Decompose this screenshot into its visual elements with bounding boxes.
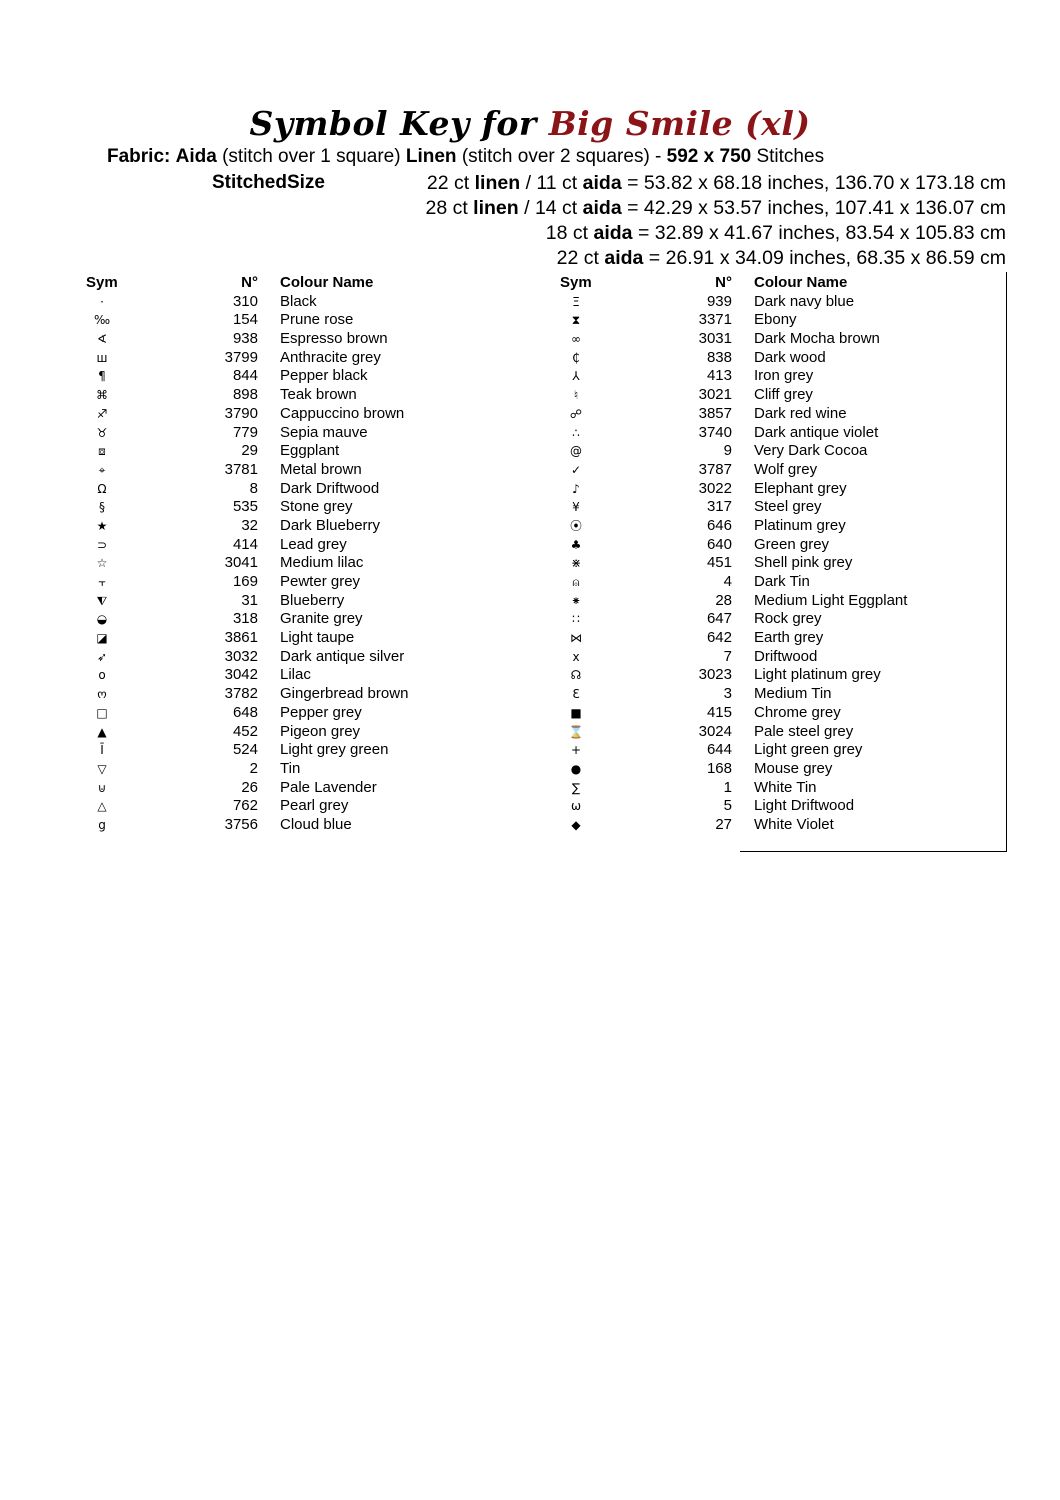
- title-prefix: Symbol Key for: [249, 104, 537, 143]
- symbol-glyph: ▲: [97, 724, 107, 739]
- thread-number: 3021: [698, 386, 732, 404]
- symbol-glyph: x: [572, 649, 580, 664]
- thread-number: 415: [706, 703, 732, 721]
- thread-number: 310: [232, 292, 258, 310]
- thread-number: 169: [232, 573, 258, 590]
- symbol-glyph: o: [98, 668, 106, 683]
- colour-name: Espresso brown: [280, 330, 388, 348]
- colour-name: Dark antique violet: [754, 423, 879, 441]
- colour-name: Pearl grey: [280, 797, 349, 815]
- thread-number: 154: [232, 311, 258, 329]
- size-pre: 28 ct: [425, 197, 468, 219]
- symbol-glyph: ♣: [570, 537, 582, 552]
- thread-number: 648: [232, 703, 258, 721]
- symbol-glyph: ⦿: [569, 518, 582, 533]
- size-pre: 22 ct: [426, 172, 470, 194]
- thread-number: 4: [723, 573, 732, 590]
- symbol-glyph: ●: [570, 761, 582, 776]
- symbol-glyph: ★: [96, 518, 108, 533]
- stitched-size-line: [425, 197, 1006, 220]
- colour-name: Driftwood: [754, 647, 818, 665]
- colour-name: Light taupe: [280, 629, 355, 647]
- colour-name: Light platinum grey: [754, 666, 881, 684]
- symbol-glyph: @: [570, 444, 582, 459]
- colour-name: Stone grey: [280, 498, 353, 516]
- colour-name: Pale Lavender: [280, 778, 377, 796]
- size-fabric-2: aida: [582, 172, 622, 194]
- header-num: N°: [715, 274, 732, 291]
- symbol-glyph: ♪: [572, 481, 580, 496]
- thread-number: 3756: [224, 815, 258, 833]
- thread-number: 3371: [698, 311, 732, 329]
- colour-name: Dark red wine: [754, 404, 847, 422]
- thread-number: 3782: [224, 685, 258, 703]
- symbol-glyph: ∴: [572, 425, 580, 440]
- symbol-glyph: ✓: [570, 462, 582, 477]
- thread-number: 640: [706, 535, 732, 553]
- symbol-glyph: ⋈: [570, 631, 582, 646]
- symbol-glyph: ➶: [96, 649, 108, 664]
- size-rest: = 53.82 x 68.18 inches, 136.70 x 173.18 cm: [627, 172, 1006, 194]
- thread-number: 3032: [224, 647, 258, 665]
- colour-name: Chrome grey: [754, 703, 841, 721]
- symbol-glyph: Ω: [97, 481, 107, 496]
- colour-name: Teak brown: [280, 386, 357, 404]
- symbol-glyph: ◒: [96, 612, 108, 627]
- colour-name: Cappuccino brown: [280, 404, 405, 422]
- symbol-glyph: ♉: [96, 425, 108, 440]
- thread-number: 28: [715, 591, 732, 609]
- symbol-glyph: ♐: [96, 406, 108, 421]
- table-frame-right: [1006, 272, 1007, 852]
- colour-name: Rock grey: [754, 610, 822, 628]
- symbol-glyph: ☍: [569, 406, 583, 421]
- colour-name: Medium Light Eggplant: [754, 591, 908, 609]
- colour-name: Tin: [280, 759, 301, 777]
- colour-name: Cloud blue: [280, 815, 352, 833]
- symbol-glyph: ∢: [96, 332, 108, 347]
- symbol-glyph: ₵: [572, 350, 580, 365]
- symbol-glyph: ⍝: [572, 575, 580, 589]
- symbol-glyph: Ξ: [572, 294, 580, 309]
- thread-number: 3031: [698, 330, 732, 348]
- thread-number: 3024: [698, 722, 732, 740]
- symbol-glyph: ⅄: [572, 369, 580, 384]
- thread-number: 3042: [224, 666, 258, 684]
- colour-name: Sepia mauve: [280, 423, 368, 441]
- thread-number: 7: [723, 647, 732, 665]
- colour-name: Dark Tin: [754, 573, 810, 590]
- size-fabric-2: aida: [582, 197, 622, 219]
- symbol-glyph: ⧗: [571, 313, 581, 328]
- colour-name: Lilac: [280, 666, 311, 684]
- thread-number: 3041: [224, 554, 258, 572]
- symbol-glyph: ¶: [98, 369, 106, 384]
- colour-name: Prune rose: [280, 311, 354, 329]
- header-name: Colour Name: [280, 274, 374, 291]
- thread-number: 2: [249, 759, 258, 777]
- fabric-linen-note: (stitch over 2 squares) -: [461, 146, 662, 167]
- colour-name: Light grey green: [280, 741, 389, 759]
- thread-number: 5: [723, 797, 732, 815]
- colour-name: Dark Blueberry: [280, 516, 381, 534]
- thread-number: 844: [232, 367, 258, 385]
- thread-number: 32: [241, 516, 258, 534]
- colour-name: Black: [280, 292, 317, 310]
- thread-number: 1: [723, 778, 732, 796]
- symbol-glyph: ⋇: [570, 556, 582, 571]
- header-num: N°: [241, 274, 258, 291]
- colour-name: Dark Mocha brown: [754, 330, 880, 348]
- thread-number: 3799: [224, 348, 258, 366]
- title-pattern-name: Big Smile (xl): [548, 104, 811, 143]
- thread-number: 838: [706, 348, 732, 366]
- symbol-glyph: ♮: [573, 388, 579, 403]
- stitched-size-line: [557, 247, 1006, 270]
- thread-number: 524: [232, 741, 258, 759]
- header-sym: Sym: [86, 274, 118, 291]
- symbol-glyph: ⁕: [570, 593, 582, 608]
- symbol-glyph: ¥: [572, 500, 580, 515]
- colour-name: Light green grey: [754, 741, 863, 759]
- thread-number: 3861: [224, 629, 258, 647]
- symbol-glyph: ⊃: [96, 537, 108, 552]
- thread-number: 779: [232, 423, 258, 441]
- thread-number: 898: [232, 386, 258, 404]
- colour-name: Pale steel grey: [754, 722, 854, 740]
- symbol-glyph: ш: [96, 350, 108, 365]
- symbol-glyph: ▽: [97, 761, 107, 776]
- colour-name: Pepper grey: [280, 703, 362, 721]
- colour-name: Metal brown: [280, 460, 362, 478]
- thread-number: 3790: [224, 404, 258, 422]
- colour-name: Very Dark Cocoa: [754, 442, 868, 460]
- thread-number: 317: [706, 498, 732, 516]
- colour-name: Pewter grey: [280, 573, 361, 590]
- colour-name: Lead grey: [280, 535, 347, 553]
- colour-name: Iron grey: [754, 367, 814, 385]
- symbol-glyph: Ī: [100, 743, 104, 758]
- colour-name: Dark navy blue: [754, 292, 855, 310]
- symbol-glyph: ■: [570, 705, 582, 720]
- thread-number: 646: [706, 516, 732, 534]
- size-fabric-1: aida: [604, 247, 644, 269]
- colour-name: Blueberry: [280, 591, 345, 609]
- thread-number: 9: [723, 442, 732, 460]
- symbol-glyph: ∞: [571, 332, 581, 347]
- colour-name: Gingerbread brown: [280, 685, 409, 703]
- symbol-glyph: ∑: [571, 780, 581, 795]
- fabric-aida-note: (stitch over 1 square): [222, 146, 401, 167]
- thread-number: 168: [706, 759, 732, 777]
- thread-number: 3023: [698, 666, 732, 684]
- symbol-glyph: ∷: [572, 612, 580, 627]
- symbol-glyph: □: [96, 705, 108, 720]
- symbol-glyph: ω: [570, 799, 582, 814]
- symbol-glyph: ◪: [96, 631, 108, 646]
- thread-number: 642: [706, 629, 732, 647]
- fabric-linen: Linen: [405, 146, 457, 167]
- thread-number: 3787: [698, 460, 732, 478]
- fabric-label: Fabric:: [107, 146, 171, 167]
- colour-name: Dark Driftwood: [280, 479, 380, 497]
- symbol-glyph: ⊍: [97, 780, 107, 795]
- thread-number: 318: [232, 610, 258, 628]
- fabric-line: [107, 146, 824, 168]
- symbol-glyph: ⌘: [96, 388, 108, 403]
- size-rest: = 26.91 x 34.09 inches, 68.35 x 86.59 cm: [648, 247, 1006, 269]
- size-fabric-1: aida: [593, 222, 633, 244]
- symbol-glyph: ⌛: [568, 724, 584, 739]
- symbol-glyph: ·: [100, 294, 104, 309]
- stitched-size-label: StitchedSize: [212, 172, 325, 193]
- thread-number: 3: [723, 685, 732, 703]
- thread-number: 3740: [698, 423, 732, 441]
- symbol-glyph: ⌖: [98, 462, 106, 477]
- colour-name: Dark wood: [754, 348, 826, 366]
- symbol-glyph: ⧨: [96, 593, 108, 608]
- colour-name: Medium Tin: [754, 685, 832, 703]
- symbol-glyph: Ɛ: [572, 687, 580, 702]
- fabric-unit: Stitches: [756, 146, 825, 167]
- header-name: Colour Name: [754, 274, 848, 291]
- colour-name: Eggplant: [280, 442, 340, 460]
- colour-name: White Violet: [754, 815, 834, 833]
- colour-name: Ebony: [754, 311, 797, 329]
- size-fabric-1: linen: [474, 172, 521, 194]
- thread-number: 31: [241, 591, 258, 609]
- symbol-glyph: +: [570, 743, 582, 758]
- symbol-glyph: △: [97, 799, 107, 814]
- thread-number: 414: [232, 535, 258, 553]
- thread-number: 647: [706, 610, 732, 628]
- symbol-glyph: ☆: [96, 556, 108, 571]
- colour-name: Granite grey: [280, 610, 363, 628]
- thread-number: 452: [232, 722, 258, 740]
- table-frame-bottom: [740, 851, 1007, 852]
- colour-name: Pigeon grey: [280, 722, 361, 740]
- size-rest: = 32.89 x 41.67 inches, 83.54 x 105.83 cm: [637, 222, 1006, 244]
- symbol-glyph: ◆: [571, 817, 581, 832]
- colour-name: Green grey: [754, 535, 830, 553]
- colour-name: Earth grey: [754, 629, 824, 647]
- fabric-aida: Aida: [175, 146, 217, 167]
- symbol-glyph: ‰: [93, 313, 111, 328]
- colour-name: Elephant grey: [754, 479, 847, 497]
- colour-name: Light Driftwood: [754, 797, 855, 815]
- colour-name: Dark antique silver: [280, 647, 405, 665]
- thread-number: 8: [249, 479, 258, 497]
- symbol-glyph: ო: [97, 687, 107, 702]
- colour-name: Wolf grey: [754, 460, 818, 478]
- colour-name: Medium lilac: [280, 554, 364, 572]
- thread-number: 762: [232, 797, 258, 815]
- colour-name: Mouse grey: [754, 759, 833, 777]
- symbol-glyph: §: [99, 500, 105, 515]
- header-sym: Sym: [560, 274, 592, 291]
- fabric-dimensions: 592 x 750: [666, 146, 752, 167]
- symbol-glyph: ⧈: [98, 444, 106, 459]
- size-rest: = 42.29 x 53.57 inches, 107.41 x 136.07 cm: [627, 197, 1006, 219]
- symbol-glyph: ⫟: [98, 575, 106, 589]
- thread-number: 535: [232, 498, 258, 516]
- size-fabric-1: linen: [473, 197, 519, 219]
- thread-number: 939: [706, 292, 732, 310]
- colour-name: Shell pink grey: [754, 554, 853, 572]
- thread-number: 3857: [698, 404, 732, 422]
- colour-name: Cliff grey: [754, 386, 813, 404]
- colour-name: Pepper black: [280, 367, 368, 385]
- thread-number: 3022: [698, 479, 732, 497]
- size-mid: / 11 ct: [525, 172, 578, 194]
- colour-name: Anthracite grey: [280, 348, 381, 366]
- stitched-size-line: [546, 222, 1006, 245]
- stitched-size-line: [427, 172, 1006, 195]
- thread-number: 29: [241, 442, 258, 460]
- size-pre: 18 ct: [545, 222, 589, 244]
- size-pre: 22 ct: [556, 247, 599, 269]
- thread-number: 413: [706, 367, 732, 385]
- symbol-glyph: g: [98, 817, 106, 832]
- thread-number: 451: [706, 554, 732, 572]
- thread-number: 644: [706, 741, 732, 759]
- symbol-glyph: ☊: [570, 668, 582, 683]
- colour-name: Steel grey: [754, 498, 822, 516]
- thread-number: 26: [241, 778, 258, 796]
- thread-number: 938: [232, 330, 258, 348]
- thread-number: 27: [715, 815, 732, 833]
- page-title: [0, 104, 1060, 143]
- thread-number: 3781: [224, 460, 258, 478]
- size-mid: / 14 ct: [524, 197, 578, 219]
- colour-name: White Tin: [754, 778, 817, 796]
- colour-name: Platinum grey: [754, 516, 846, 534]
